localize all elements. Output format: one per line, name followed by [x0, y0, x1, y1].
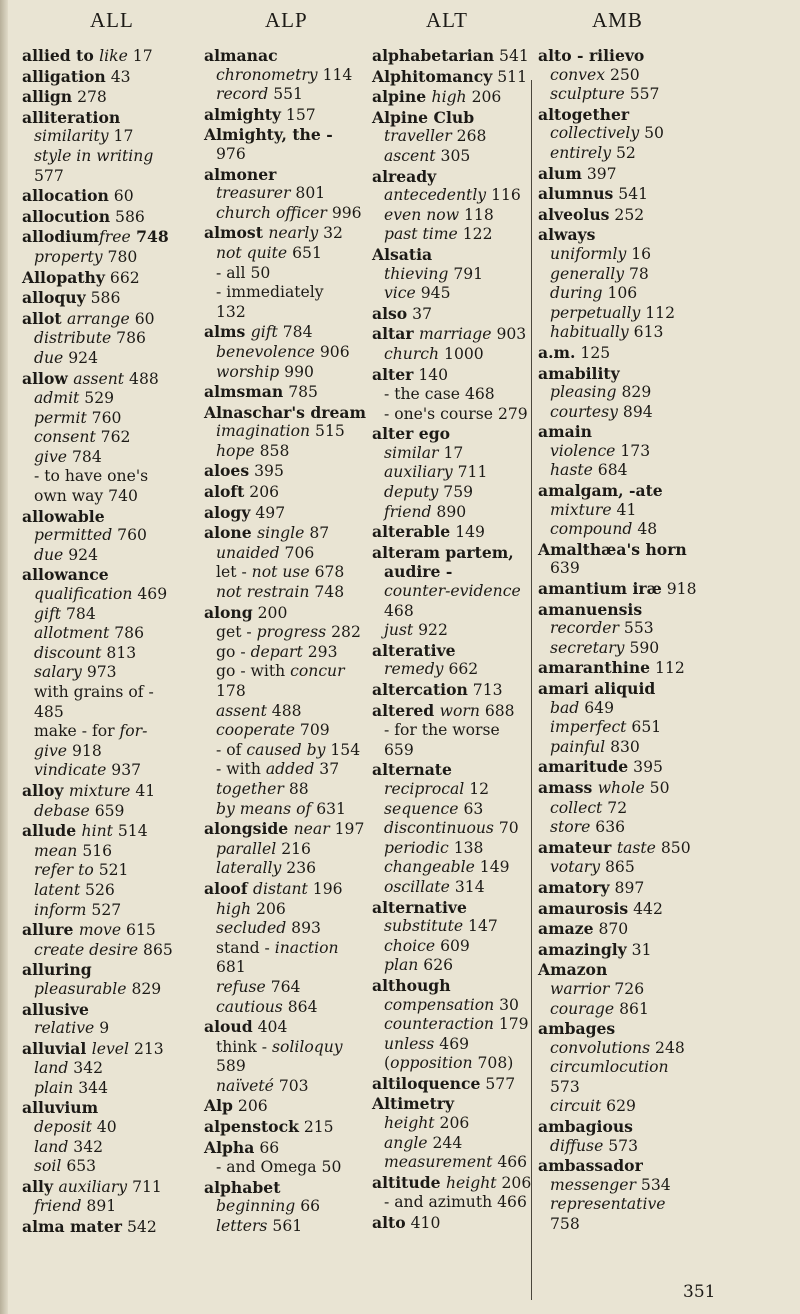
index-sense: laterally 236	[216, 859, 317, 878]
running-headers	[0, 8, 800, 42]
index-headword: Alphitomancy 511	[372, 66, 528, 86]
index-sense: not restrain 748	[216, 583, 345, 602]
index-sense: give 784	[34, 447, 102, 466]
index-sense: due 924	[34, 545, 98, 564]
index-headword: aloud 404	[204, 1017, 288, 1037]
index-headword: altered worn 688	[372, 700, 515, 720]
index-sense: soil 653	[34, 1157, 97, 1176]
index-sense: auxiliary 711	[384, 463, 488, 482]
index-headword: Allopathy 662	[22, 267, 140, 287]
index-sense: counteraction 179	[384, 1015, 529, 1034]
index-headword: alter ego	[372, 424, 451, 444]
index-headword: alum 397	[538, 163, 617, 183]
index-sense: sculpture 557	[550, 85, 660, 104]
index-continuation: 485	[34, 702, 64, 721]
index-sense: haste 684	[550, 461, 628, 480]
index-headword: allowable	[22, 506, 105, 526]
index-headword: aloft 206	[204, 482, 280, 502]
index-headword: Almighty, the -	[204, 125, 333, 145]
index-headword: aloof distant 196	[204, 878, 343, 898]
index-headword: amanuensis	[538, 599, 643, 619]
index-sense: qualification 469	[34, 585, 168, 604]
index-sense: give 918	[34, 741, 102, 760]
header-2: ALP	[265, 8, 308, 32]
index-sense: reciprocal 12	[384, 779, 490, 798]
index-sense: recorder 553	[550, 619, 654, 638]
index-sense: debase 659	[34, 801, 125, 820]
index-sense: diffuse 573	[550, 1136, 639, 1155]
index-sense: past time 122	[384, 225, 493, 244]
index-sense: circuit 629	[550, 1097, 636, 1116]
index-sense: deposit 40	[34, 1118, 117, 1137]
index-headword: allow assent 488	[22, 368, 159, 388]
index-phrase: make - for for-	[34, 722, 148, 741]
index-sense: (opposition 708)	[384, 1054, 514, 1073]
index-sense: secluded 893	[216, 919, 321, 938]
index-sense: courage 861	[550, 999, 649, 1018]
index-headword: alloy mixture 41	[22, 780, 156, 800]
index-headword: alteram partem,	[372, 542, 514, 562]
index-headword: Alp 206	[204, 1096, 268, 1116]
index-sense: treasurer 801	[216, 184, 326, 203]
column-4	[538, 46, 697, 1235]
index-continuation: 639	[550, 559, 580, 578]
index-sense: collectively 50	[550, 124, 664, 143]
index-sense: assent 488	[216, 701, 302, 720]
index-phrase: - the case 468	[384, 385, 495, 404]
index-headword: alterative	[372, 640, 456, 660]
index-sense: allotment 786	[34, 624, 144, 643]
column-3	[372, 46, 531, 1234]
index-sense: generally 78	[550, 264, 649, 283]
index-phrase: stand - inaction	[216, 938, 339, 957]
index-headword: Alpine Club	[372, 107, 475, 127]
index-sense: benevolence 906	[216, 342, 350, 361]
index-headword: amateur taste 850	[538, 837, 691, 857]
index-sense: even now 118	[384, 205, 494, 224]
index-headword: almsman 785	[204, 382, 318, 402]
index-headword: always	[538, 225, 596, 245]
index-sense: store 636	[550, 818, 626, 837]
index-sense: refer to 521	[34, 861, 129, 880]
index-sense: relative 9	[34, 1019, 110, 1038]
index-continuation: 573	[550, 1077, 580, 1096]
column-rule	[531, 80, 532, 1300]
index-headword: altercation 713	[372, 680, 503, 699]
index-sense: plain 344	[34, 1078, 109, 1097]
index-sense: antecedently 116	[384, 186, 521, 205]
index-headword: amatory 897	[538, 877, 645, 897]
index-sense: style in writing	[34, 146, 154, 165]
index-sense: similarity 17	[34, 127, 134, 146]
index-sense: church 1000	[384, 344, 484, 363]
index-sense: church officer 996	[216, 203, 362, 222]
index-headword: altogether	[538, 104, 630, 124]
index-headword: allodiumfree 748	[22, 227, 169, 247]
index-sense: votary 865	[550, 858, 635, 877]
index-headword: alluvium	[22, 1098, 99, 1118]
index-headword: allusive	[22, 999, 89, 1019]
index-headword: amain	[538, 422, 592, 442]
index-headword: alogy 497	[204, 502, 286, 522]
index-sense: admit 529	[34, 389, 115, 408]
index-headword: aloes 395	[204, 461, 284, 481]
index-headword: alliteration	[22, 107, 121, 127]
index-headword: a.m. 125	[538, 342, 611, 362]
index-sense: substitute 147	[384, 917, 498, 936]
index-sense: painful 830	[550, 737, 640, 756]
index-sense: discontinuous 70	[384, 819, 519, 838]
index-phrase: go - with concur	[216, 662, 345, 681]
index-sense: unless 469	[384, 1034, 470, 1053]
index-headword: alterable 149	[372, 522, 485, 542]
index-sense: hope 858	[216, 441, 290, 460]
column-2	[204, 46, 366, 1237]
index-headword: alphabet	[204, 1177, 281, 1197]
index-continuation: 577	[34, 166, 64, 185]
index-headword: almost nearly 32	[204, 223, 343, 243]
index-headword: allot arrange 60	[22, 308, 155, 328]
index-phrase: get - progress 282	[216, 623, 361, 642]
index-sense: letters 561	[216, 1217, 303, 1236]
index-headword: although	[372, 975, 451, 995]
index-sense: angle 244	[384, 1133, 463, 1152]
index-sense: pleasing 829	[550, 383, 652, 402]
index-sense: unaided 706	[216, 543, 315, 562]
index-headword: allure move 615	[22, 920, 156, 940]
index-headword: alpenstock 215	[204, 1117, 334, 1137]
index-sense: together 88	[216, 779, 309, 798]
index-sense: beginning 66	[216, 1197, 321, 1216]
index-sense: vice 945	[384, 284, 451, 303]
index-sense: cooperate 709	[216, 721, 330, 740]
index-sense: gift 784	[34, 604, 96, 623]
index-headword: amability	[538, 363, 620, 383]
index-headword: alluring	[22, 960, 92, 980]
index-headword: alone single 87	[204, 523, 330, 543]
index-continuation: 659	[384, 740, 414, 759]
index-sense: vindicate 937	[34, 761, 142, 780]
index-headword: Alpha 66	[204, 1137, 280, 1157]
index-sense: create desire 865	[34, 940, 173, 959]
index-sense: bad 649	[550, 698, 614, 717]
index-headword: ambassador	[538, 1156, 643, 1176]
index-sense: convolutions 248	[550, 1038, 685, 1057]
index-headword: allocution 586	[22, 206, 145, 226]
index-headword: amazingly 31	[538, 939, 652, 959]
index-phrase: - one's course 279	[384, 404, 528, 423]
index-sense: convex 250	[550, 65, 640, 84]
index-headword-continued: audire -	[384, 562, 453, 582]
index-sense: mixture 41	[550, 500, 637, 519]
index-sense: periodic 138	[384, 838, 484, 857]
index-sense: secretary 590	[550, 638, 660, 657]
header-3: ALT	[426, 8, 468, 32]
index-headword: altitude height 206	[372, 1172, 532, 1192]
column-1	[22, 46, 173, 1238]
index-continuation: 589	[216, 1057, 246, 1076]
index-headword: alligation 43	[22, 66, 131, 86]
index-headword: almanac	[204, 46, 278, 65]
index-headword: almoner	[204, 164, 277, 184]
index-headword: allign 278	[22, 87, 107, 107]
index-sense: representative	[550, 1195, 666, 1214]
index-sense: entirely 52	[550, 143, 636, 162]
index-phrase: let - not use 678	[216, 563, 345, 582]
index-sense: choice 609	[384, 936, 470, 955]
index-headword: amaurosis 442	[538, 898, 663, 918]
index-headword: alongside near 197	[204, 819, 365, 839]
index-sense: not quite 651	[216, 243, 322, 262]
index-sense: permit 760	[34, 408, 122, 427]
index-sense: refuse 764	[216, 977, 301, 996]
index-sense: imperfect 651	[550, 718, 662, 737]
index-sense: similar 17	[384, 443, 464, 462]
index-headword: Amalthæa's horn	[538, 539, 687, 559]
index-sense: remedy 662	[384, 660, 479, 679]
index-headword: alloquy 586	[22, 288, 121, 308]
index-sense: pleasurable 829	[34, 979, 162, 998]
index-sense: consent 762	[34, 428, 131, 447]
index-headword: amass whole 50	[538, 777, 670, 797]
index-sense: messenger 534	[550, 1175, 671, 1194]
index-sense: mean 516	[34, 841, 113, 860]
index-headword: alluvial level 213	[22, 1038, 164, 1058]
index-headword: amaze 870	[538, 919, 629, 939]
index-sense: perpetually 112	[550, 303, 675, 322]
index-sense: uniformly 16	[550, 244, 652, 263]
index-headword: alto - rilievo	[538, 46, 645, 65]
index-sense: parallel 216	[216, 839, 311, 858]
index-sense: permitted 760	[34, 526, 147, 545]
index-headword: allude hint 514	[22, 821, 148, 841]
index-sense: violence 173	[550, 441, 651, 460]
index-sense: land 342	[34, 1059, 104, 1078]
index-headword: alto 410	[372, 1213, 441, 1233]
index-sense: plan 626	[384, 956, 454, 975]
index-sense: discount 813	[34, 643, 137, 662]
index-sense: record 551	[216, 85, 303, 104]
index-phrase: - to have one's	[34, 467, 149, 486]
index-headword: altiloquence 577	[372, 1073, 516, 1093]
index-headword: Altimetry	[372, 1094, 455, 1114]
index-sense: land 342	[34, 1137, 104, 1156]
index-sense: compensation 30	[384, 995, 519, 1014]
index-headword: allied to like 17	[22, 46, 153, 65]
index-headword: alpine high 206	[372, 87, 502, 107]
index-sense: habitually 613	[550, 323, 664, 342]
index-headword: almighty 157	[204, 104, 316, 124]
index-sense: height 206	[384, 1114, 470, 1133]
index-sense: cautious 864	[216, 997, 318, 1016]
index-phrase: - of caused by 154	[216, 740, 361, 759]
index-phrase: with grains of -	[34, 683, 154, 701]
index-headword: amantium iræ 918	[538, 579, 697, 599]
index-headword: ambages	[538, 1019, 616, 1039]
index-sense: chronometry 114	[216, 65, 353, 84]
index-sense: distribute 786	[34, 329, 146, 348]
index-sense: thieving 791	[384, 264, 484, 283]
index-continuation: 976	[216, 144, 246, 163]
index-sense: ascent 305	[384, 146, 471, 165]
index-headword: ambagious	[538, 1117, 633, 1137]
index-sense: friend 891	[34, 1197, 117, 1216]
index-headword: alphabetarian 541	[372, 46, 529, 65]
index-sense: counter-evidence	[384, 582, 521, 601]
index-headword: Alnaschar's dream	[204, 402, 367, 422]
index-sense: collect 72	[550, 798, 628, 817]
index-headword: allocation 60	[22, 186, 134, 206]
index-sense: traveller 268	[384, 127, 487, 146]
index-sense: inform 527	[34, 900, 122, 919]
index-continuation: 178	[216, 682, 246, 700]
index-sense: due 924	[34, 348, 98, 367]
index-sense: property 780	[34, 247, 138, 266]
index-sense: sequence 63	[384, 799, 484, 818]
index-headword: along 200	[204, 602, 288, 622]
index-headword: amaritude 395	[538, 757, 663, 777]
index-sense: salary 973	[34, 663, 117, 682]
index-continuation: 681	[216, 958, 246, 977]
index-sense: imagination 515	[216, 422, 345, 441]
index-headword: allowance	[22, 565, 109, 585]
index-sense: friend 890	[384, 502, 467, 521]
index-headword: altar marriage 903	[372, 324, 527, 344]
index-headword: also 37	[372, 303, 433, 323]
index-sense: high 206	[216, 899, 286, 918]
index-sense: just 922	[384, 621, 448, 640]
index-sense: warrior 726	[550, 979, 645, 998]
index-headword: alms gift 784	[204, 322, 313, 342]
index-sense: oscillate 314	[384, 877, 485, 896]
header-1: ALL	[90, 8, 134, 32]
index-sense: compound 48	[550, 520, 658, 539]
page-number: 351	[683, 1282, 716, 1302]
index-continuation: 758	[550, 1215, 580, 1234]
index-sense: latent 526	[34, 880, 115, 899]
index-headword: alter 140	[372, 364, 449, 384]
index-phrase: think - soliloquy	[216, 1037, 343, 1056]
index-phrase: - all 50	[216, 263, 271, 282]
index-headword: ally auxiliary 711	[22, 1176, 162, 1196]
index-phrase: - and azimuth 466	[384, 1193, 527, 1212]
index-headword: amalgam, -ate	[538, 481, 663, 501]
index-sense: changeable 149	[384, 858, 510, 877]
index-headword: alveolus 252	[538, 204, 645, 224]
index-phrase: - with added 37	[216, 760, 340, 779]
index-headword: Alsatia	[372, 244, 433, 264]
index-headword: Amazon	[538, 960, 608, 980]
index-sense: worship 990	[216, 362, 314, 381]
index-headword: alumnus 541	[538, 184, 649, 204]
page-edge	[0, 0, 8, 1314]
index-continuation: 468	[384, 601, 414, 620]
index-headword: amari aliquid	[538, 679, 656, 698]
index-phrase: - for the worse	[384, 721, 500, 740]
index-sense: circumlocution	[550, 1058, 669, 1077]
index-sense: naïveté 703	[216, 1076, 309, 1095]
index-headword: alternate	[372, 760, 452, 780]
index-sense: during 106	[550, 284, 638, 303]
index-phrase: - immediately	[216, 283, 324, 302]
header-4: AMB	[592, 8, 643, 32]
index-continuation: 132	[216, 302, 246, 321]
index-sense: by means of 631	[216, 799, 346, 818]
index-continuation: own way 740	[34, 487, 138, 506]
index-headword: alternative	[372, 897, 467, 917]
index-sense: measurement 466	[384, 1153, 528, 1172]
index-sense: deputy 759	[384, 483, 474, 502]
index-headword: already	[372, 166, 437, 186]
index-phrase: go - depart 293	[216, 642, 338, 661]
index-headword: alma mater 542	[22, 1217, 157, 1237]
index-sense: courtesy 894	[550, 402, 653, 421]
index-headword: amaranthine 112	[538, 658, 685, 678]
index-phrase: - and Omega 50	[216, 1158, 342, 1177]
